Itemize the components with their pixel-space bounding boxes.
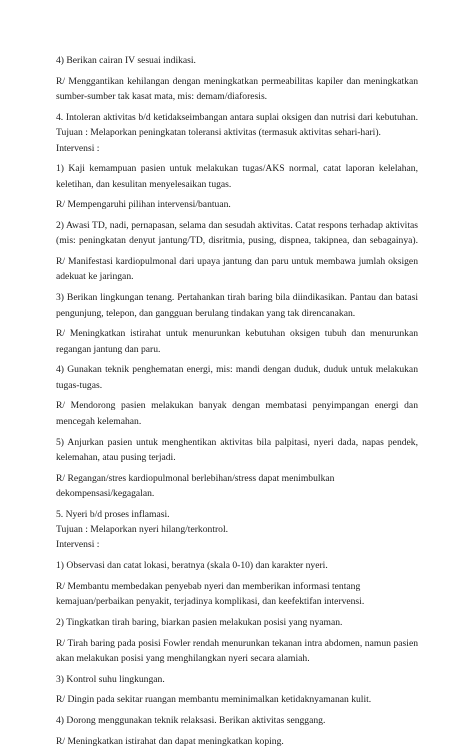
text-line: tugas-tugas.	[56, 379, 103, 391]
text-line: akan melakukan posisi yang menghilangkan nyeri secara alamiah.	[56, 652, 310, 664]
text-line: (mis: peningkatan denyut jantung/TD, disritmia, pusing, dispnea, takipnea, dan sebagainya).	[56, 235, 418, 247]
text-line: 5. Nyeri b/d proses inflamasi.	[56, 508, 170, 520]
text-line: R/ Mendorong pasien melakukan banyak dengan membatasi penyimpangan energi dan	[56, 400, 418, 412]
text-line: dekompensasi/kegagalan.	[56, 487, 155, 499]
text-line: Tujuan : Melaporkan peningkatan toleransi aktivitas (termasuk aktivitas sehari-hari).	[56, 127, 381, 139]
text-line: mencegah kelemahan.	[56, 415, 142, 427]
text-line: sumber-sumber tak kasat mata, mis: demam/diaforesis.	[56, 91, 268, 103]
text-line: kelemahan, atau pusing terjadi.	[56, 451, 176, 463]
text-line: R/ Dingin pada sekitar ruangan membantu meminimalkan ketidaknyamanan kulit.	[56, 694, 372, 706]
text-line: keletihan, dan kesulitan menyelesaikan tugas.	[56, 178, 232, 190]
text-line: pengunjung, telepon, dan gangguan berulang tindakan yang tak direncanakan.	[56, 307, 356, 319]
text-line: R/ Mempengaruhi pilihan intervensi/bantuan.	[56, 199, 231, 211]
text-line: 4) Gunakan teknik penghematan energi, mis: mandi dengan duduk, duduk untuk melakukan	[56, 364, 418, 376]
text-line: R/ Tirah baring pada posisi Fowler rendah menurunkan tekanan intra abdomen, namun pasien	[56, 637, 418, 649]
text-line: 4) Berikan cairan IV sesuai indikasi.	[56, 55, 196, 66]
text-line: regangan jantung dan paru.	[56, 343, 161, 355]
text-line: 4) Dorong menggunakan teknik relaksasi. Berikan aktivitas senggang.	[56, 715, 326, 727]
text-line: 3) Berikan lingkungan tenang. Pertahankan tirah baring bila diindikasikan. Pantau dan batasi	[56, 292, 418, 304]
text-line: kemajuan/perbaikan penyakit, terjadinya komplikasi, dan keefektifan intervensi.	[56, 596, 365, 608]
text-line: R/ Meningkatkan istirahat dan dapat meningkatkan koping.	[56, 735, 284, 747]
document-text	[56, 53, 418, 749]
text-line: 2) Awasi TD, nadi, pernapasan, selama dan sesudah aktivitas. Catat respons terhadap aktivitas	[56, 220, 418, 232]
text-line: R/ Membantu membedakan penyebab nyeri dan memberikan informasi tentang	[56, 580, 361, 592]
text-line: 4. Intoleran aktivitas b/d ketidakseimbangan antara suplai oksigen dan nutrisi dari kebutuhan.	[56, 111, 418, 123]
text-line: R/ Regangan/stres kardiopulmonal berlebihan/stress dapat menimbulkan	[56, 472, 335, 484]
text-line: Tujuan : Melaporkan nyeri hilang/terkontrol.	[56, 524, 229, 536]
text-line: 1) Observasi dan catat lokasi, beratnya (skala 0-10) dan karakter nyeri.	[56, 560, 328, 572]
text-line: R/ Menggantikan kehilangan dengan meningkatkan permeabilitas kapiler dan meningkatkan	[56, 75, 418, 87]
text-line: R/ Manifestasi kardiopulmonal dari upaya jantung dan paru untuk membawa jumlah oksigen	[56, 256, 418, 268]
text-line: 1) Kaji kemampuan pasien untuk melakukan tugas/AKS normal, catat laporan kelelahan,	[56, 163, 418, 175]
text-line: R/ Meningkatkan istirahat untuk menurunkan kebutuhan oksigen tubuh dan menurunkan	[56, 328, 418, 340]
text-line: 3) Kontrol suhu lingkungan.	[56, 673, 165, 685]
text-line: 2) Tingkatkan tirah baring, biarkan pasien melakukan posisi yang nyaman.	[56, 616, 343, 628]
text-line: Intervensi :	[56, 539, 100, 551]
text-line: adekuat ke jaringan.	[56, 271, 134, 283]
text-line: Intervensi :	[56, 142, 100, 154]
text-line: 5) Anjurkan pasien untuk menghentikan aktivitas bila palpitasi, nyeri dada, napas pendek,	[56, 436, 418, 448]
